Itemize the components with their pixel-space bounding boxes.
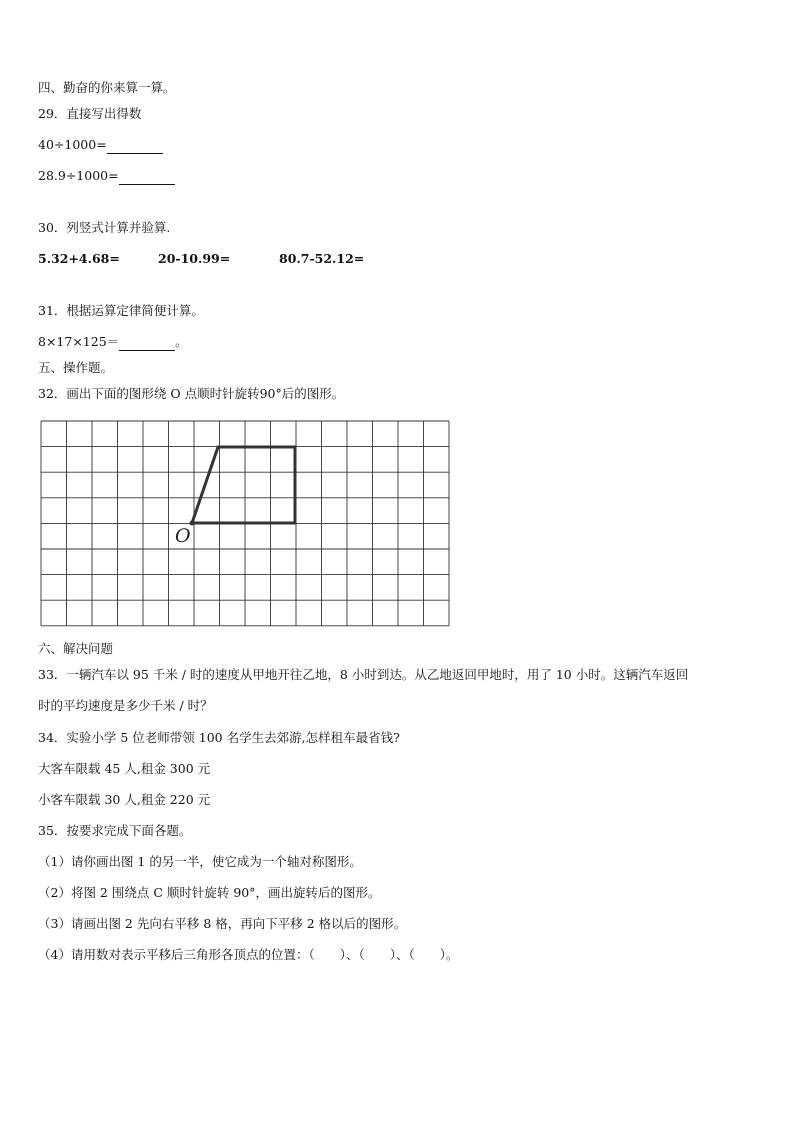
q31-label: 31．根据运算定律简便计算。	[38, 303, 204, 318]
q31-expr: 8×17×125＝	[38, 334, 120, 349]
q30-label: 30．列竖式计算并验算.	[38, 220, 171, 235]
q30-item-3: 80.7-52.12=	[279, 251, 365, 266]
q30-item-2: 20-10.99=	[158, 251, 231, 266]
section-6-title: 六、解决问题	[38, 641, 114, 656]
q30-item-1: 5.32+4.68=	[38, 251, 120, 266]
q29-expr-1: 40÷1000=	[38, 137, 107, 152]
answer-blank[interactable]	[119, 334, 175, 351]
q32-label: 32．画出下面的图形绕 O 点顺时针旋转90°后的图形。	[38, 386, 345, 401]
q35-part-3: （3）请画出图 2 先向右平移 8 格，再向下平移 2 格以后的图形。	[38, 916, 407, 931]
q33-line-1: 33．一辆汽车以 95 千米 / 时的速度从甲地开往乙地，8 小时到达。从乙地返回甲地时，用了 10 小时。这辆汽车返回	[38, 667, 689, 682]
q34-label: 34．实验小学 5 位老师带领 100 名学生去郊游,怎样租车最省钱?	[38, 730, 400, 745]
q35-part-4: （4）请用数对表示平移后三角形各顶点的位置：（ ）、（ ）、（ ）。	[38, 947, 459, 962]
rotation-grid-figure	[40, 420, 450, 628]
answer-blank[interactable]	[119, 168, 175, 185]
point-o-label: O	[175, 525, 191, 547]
q29-item-2	[38, 168, 175, 185]
q35-part-2: （2）将图 2 围绕点 C 顺时针旋转 90°，画出旋转后的图形。	[38, 885, 381, 900]
q34-big-bus: 大客车限载 45 人,租金 300 元	[38, 761, 211, 776]
q31-expression-line	[38, 334, 188, 351]
q35-part-1: （1）请你画出图 1 的另一半，使它成为一个轴对称图形。	[38, 854, 362, 869]
q29-expr-2: 28.9÷1000=	[38, 168, 119, 183]
q35-label: 35．按要求完成下面各题。	[38, 823, 192, 838]
section-5-title: 五、操作题。	[38, 360, 114, 375]
section-4-title: 四、勤奋的你来算一算。	[38, 80, 176, 95]
q31-end: 。	[175, 334, 188, 349]
q33-line-2: 时的平均速度是多少千米 / 时？	[38, 698, 213, 713]
q29-item-1	[38, 137, 163, 154]
shape-outline	[192, 447, 295, 523]
q34-small-bus: 小客车限载 30 人,租金 220 元	[38, 792, 211, 807]
q29-label: 29．直接写出得数	[38, 106, 142, 121]
answer-blank[interactable]	[107, 137, 163, 154]
